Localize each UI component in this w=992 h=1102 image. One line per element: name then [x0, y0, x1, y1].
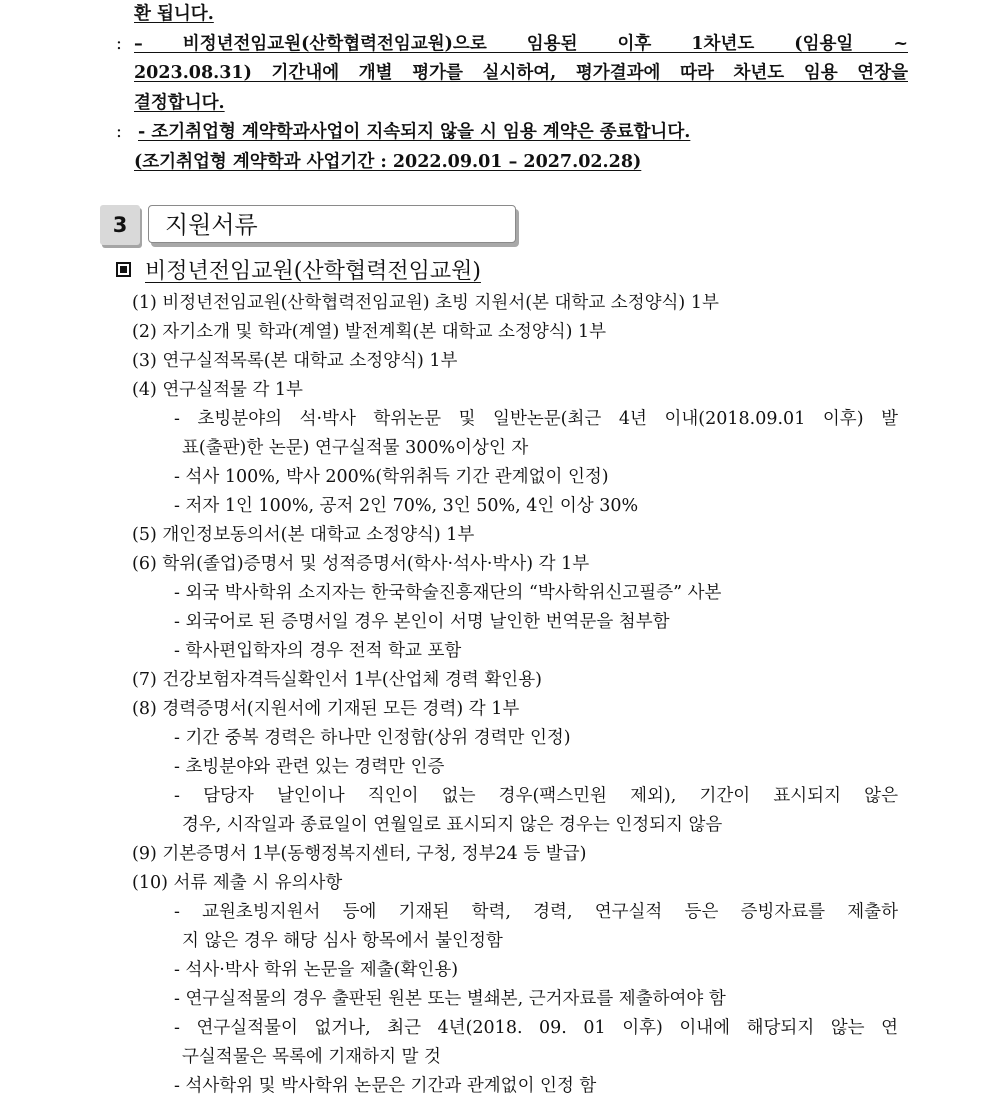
- list-item: (2) 자기소개 및 학과(계열) 발전계획(본 대학교 소정양식) 1부: [132, 322, 607, 342]
- list-subitem: - 담당자 날인이나 직인이 없는 경우(팩스민원 제외), 기간이 표시되지 않은: [174, 786, 898, 806]
- list-subitem: - 연구실적물의 경우 출판된 원본 또는 별쇄본, 근거자료를 제출하여야 함: [174, 989, 726, 1009]
- list-item: (3) 연구실적목록(본 대학교 소정양식) 1부: [132, 351, 458, 371]
- note-text: 2023.08.31) 기간내에 개별 평가를 실시하여, 평가결과에 따라 차년도 임용 연장을: [134, 63, 908, 83]
- list-item: (4) 연구실적물 각 1부: [132, 380, 303, 400]
- list-item: (5) 개인정보동의서(본 대학교 소정양식) 1부: [132, 525, 475, 545]
- list-subitem: - 초빙분야의 석·박사 학위논문 및 일반논문(최근 4년 이내(2018.09.01 이후) 발: [174, 409, 898, 429]
- note-marker: :: [116, 33, 122, 54]
- note-line: [118, 30, 908, 60]
- required-documents-list: [132, 289, 898, 1101]
- list-subitem-continuation: 표(출판)한 논문) 연구실적물 300%이상인 자: [182, 438, 529, 458]
- note-line: [118, 0, 908, 30]
- list-subitem-continuation: 경우, 시작일과 종료일이 연월일로 표시되지 않은 경우는 인정되지 않음: [182, 815, 723, 835]
- note-text: - 조기취업형 계약학과사업이 지속되지 않을 시 임용 계약은 종료합니다.: [138, 122, 691, 142]
- list-subitem: - 석사학위 및 박사학위 논문은 기간과 관계없이 인정 함: [174, 1076, 597, 1096]
- filled-square-icon: [116, 262, 131, 277]
- list-subitem: - 연구실적물이 없거나, 최근 4년(2018. 09. 01 이후) 이내에 해당되지 않는 연: [174, 1018, 898, 1038]
- list-subitem: - 저자 1인 100%, 공저 2인 70%, 3인 50%, 4인 이상 30%: [174, 496, 639, 516]
- note-line: [118, 148, 908, 178]
- list-item: (10) 서류 제출 시 유의사항: [132, 873, 343, 893]
- note-line: [118, 118, 908, 148]
- list-subitem: - 기간 중복 경력은 하나만 인정함(상위 경력만 인정): [174, 728, 571, 748]
- list-subitem: - 석사·박사 학위 논문을 제출(확인용): [174, 960, 459, 980]
- list-subitem: - 외국어로 된 증명서일 경우 본인이 서명 날인한 번역문을 첨부함: [174, 612, 670, 632]
- list-item: (6) 학위(졸업)증명서 및 성적증명서(학사·석사·박사) 각 1부: [132, 554, 590, 574]
- note-text: – 비정년전임교원(산학협력전임교원)으로 임용된 이후 1차년도 (임용일 ~: [134, 33, 908, 54]
- subheading-text: 비정년전임교원(산학협력전임교원): [145, 259, 481, 284]
- note-line: [118, 59, 908, 89]
- note-marker: :: [116, 122, 122, 142]
- subheading: [116, 257, 481, 287]
- section-header: [100, 205, 530, 251]
- list-subitem-continuation: 지 않은 경우 해당 심사 항목에서 불인정함: [182, 931, 503, 951]
- list-subitem: - 교원초빙지원서 등에 기재된 학력, 경력, 연구실적 등은 증빙자료를 제출하: [174, 902, 898, 922]
- list-item: (7) 건강보험자격득실확인서 1부(산업체 경력 확인용): [132, 670, 542, 690]
- list-item: (8) 경력증명서(지원서에 기재된 모든 경력) 각 1부: [132, 699, 520, 719]
- list-item: (1) 비정년전임교원(산학협력전임교원) 초빙 지원서(본 대학교 소정양식) 1부: [132, 293, 719, 313]
- list-subitem: - 학사편입학자의 경우 전적 학교 포함: [174, 641, 462, 661]
- section-title: 지원서류: [148, 205, 516, 243]
- note-text: 환 됩니다.: [134, 4, 214, 24]
- note-text: 결정합니다.: [134, 92, 225, 113]
- notes-block: [118, 0, 908, 177]
- list-item: (9) 기본증명서 1부(동행정복지센터, 구청, 정부24 등 발급): [132, 844, 587, 864]
- section-number: 3: [100, 205, 140, 245]
- list-subitem: - 초빙분야와 관련 있는 경력만 인증: [174, 757, 445, 777]
- list-subitem: - 외국 박사학위 소지자는 한국학술진흥재단의 “박사학위신고필증” 사본: [174, 583, 722, 603]
- list-subitem: - 석사 100%, 박사 200%(학위취득 기간 관계없이 인정): [174, 467, 609, 487]
- note-text: (조기취업형 계약학과 사업기간 : 2022.09.01 – 2027.02.28): [134, 151, 642, 172]
- list-subitem-continuation: 구실적물은 목록에 기재하지 말 것: [182, 1047, 441, 1067]
- note-line: [118, 89, 908, 119]
